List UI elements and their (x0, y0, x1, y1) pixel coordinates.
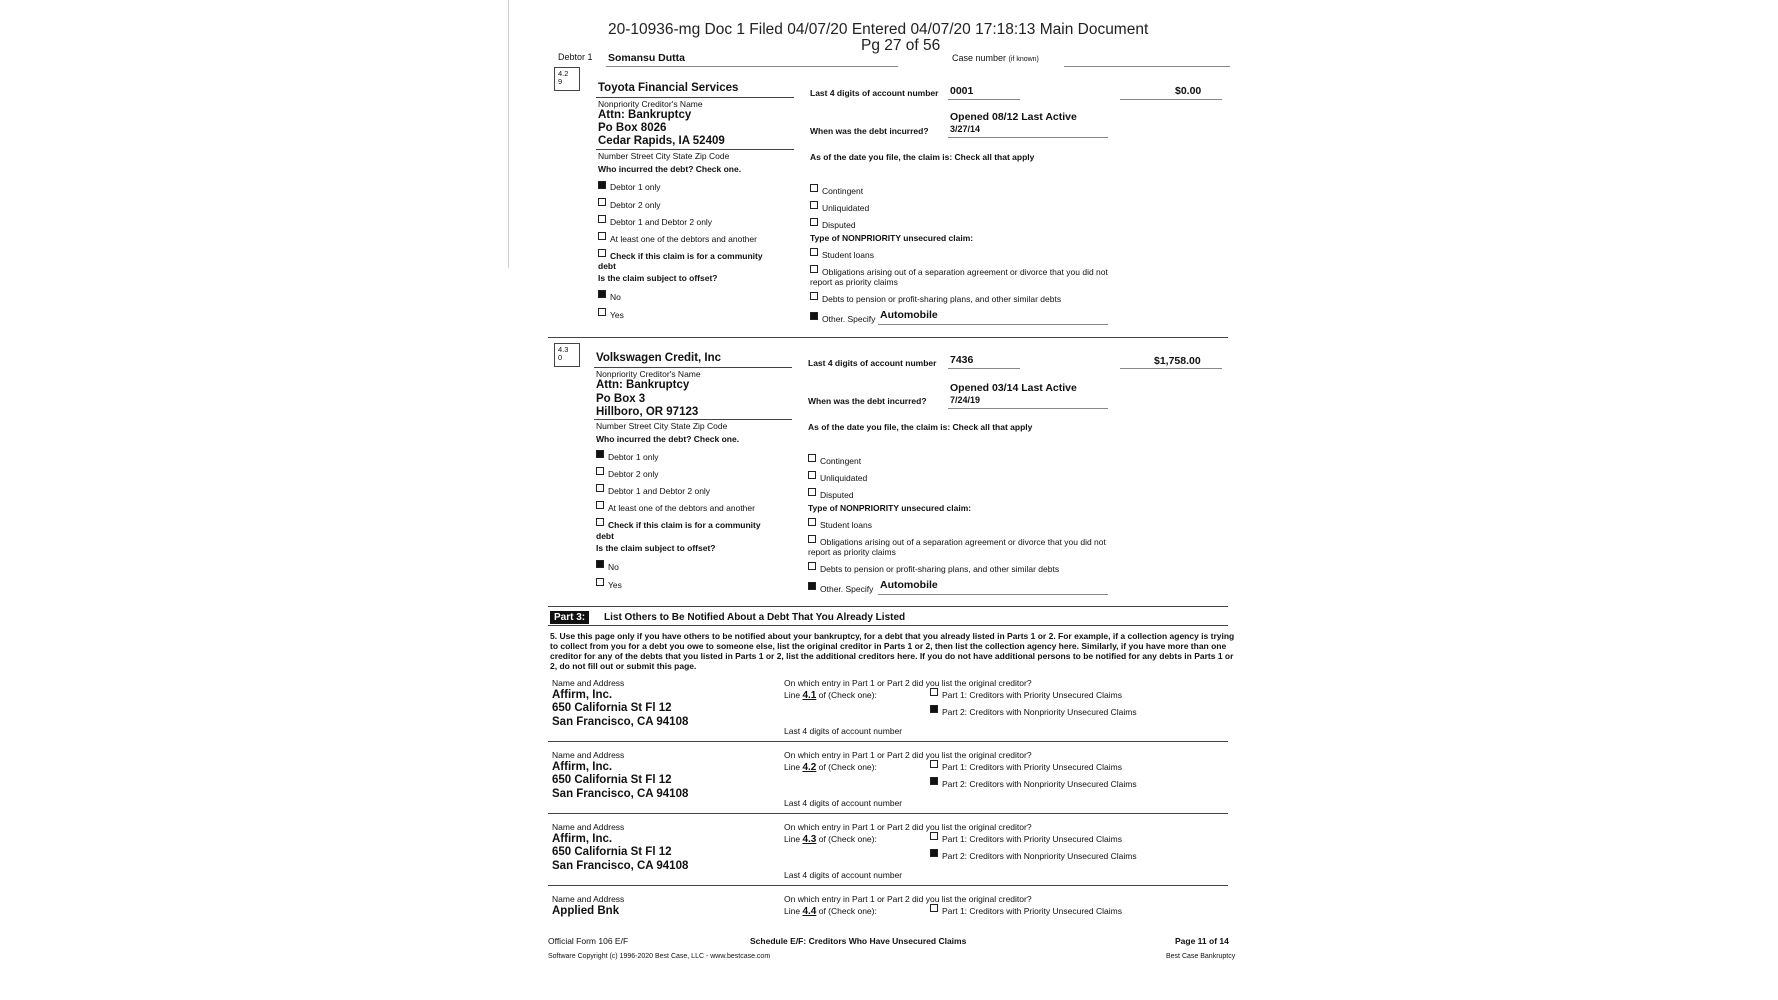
community-debt-label-2: debt (598, 261, 616, 271)
creditor-name: Volkswagen Credit, Inc (596, 352, 722, 364)
debtor1-only-checkbox[interactable] (596, 450, 604, 458)
footer-schedule-title: Schedule E/F: Creditors Who Have Unsecured Claims (750, 936, 967, 946)
creditor-name-caption: Nonpriority Creditor's Name (596, 369, 701, 379)
other-specify-checkbox[interactable] (810, 312, 818, 320)
notify-divider (548, 741, 1228, 742)
debtor1-and-2-checkbox[interactable] (598, 215, 606, 223)
claim-amount: $1,758.00 (1154, 355, 1201, 367)
other-specify-label: Other. Specify (820, 584, 874, 594)
community-debt-label: Check if this claim is for a community (610, 251, 763, 261)
creditor-name-underline (596, 97, 794, 98)
notify-address-1: 650 California St Fl 12 (552, 774, 672, 786)
community-debt-label-2: debt (596, 531, 614, 541)
part3-label: Part 3: (550, 611, 589, 624)
debt-date: 3/27/14 (950, 124, 981, 134)
as-of-date-label: As of the date you file, the claim is: Check all that apply (808, 422, 1033, 432)
other-specify-value: Automobile (880, 309, 938, 321)
debtor1-and-2-checkbox[interactable] (596, 484, 604, 492)
unliquidated-checkbox[interactable] (810, 201, 818, 209)
original-creditor-question: On which entry in Part 1 or Part 2 did you list the original creditor? (784, 894, 1032, 904)
address-underline (594, 419, 792, 420)
name-address-label: Name and Address (552, 822, 625, 832)
at-least-one-checkbox[interactable] (596, 501, 604, 509)
pension-label: Debts to pension or profit-sharing plans, and other similar debts (820, 564, 1060, 574)
community-debt-checkbox[interactable] (598, 249, 606, 257)
type-nonpriority-label: Type of NONPRIORITY unsecured claim: (810, 233, 974, 243)
at-least-one-label: At least one of the debtors and another (608, 503, 755, 513)
court-header-line: 20-10936-mg Doc 1 Filed 04/07/20 Entered 04/07/20 17:18:13 Main Document (608, 21, 1149, 38)
contingent-checkbox[interactable] (808, 454, 816, 462)
notify-address-1: 650 California St Fl 12 (552, 702, 672, 714)
footer-page-number: Page 11 of 14 (1175, 936, 1229, 946)
address-line-1: Attn: Bankruptcy (598, 109, 692, 121)
last4-underline (948, 99, 1020, 100)
student-loans-label: Student loans (822, 250, 874, 260)
other-specify-underline (878, 594, 1108, 595)
notify-name: Applied Bnk (552, 905, 620, 917)
creditor-name: Toyota Financial Services (598, 82, 739, 94)
last4-underline (948, 368, 1020, 369)
line-reference: Line 4.3 of (Check one): (784, 834, 877, 845)
debtor2-only-label: Debtor 2 only (610, 200, 661, 210)
pension-checkbox[interactable] (808, 562, 816, 570)
obligations-checkbox[interactable] (808, 535, 816, 543)
part1-checkbox[interactable] (930, 904, 938, 912)
part3-title: List Others to Be Notified About a Debt That You Already Listed (604, 612, 906, 623)
entry-number-box: 4.2 9 (554, 67, 580, 91)
debtor-label: Debtor 1 (558, 52, 593, 62)
debtor1-only-checkbox[interactable] (598, 181, 606, 189)
last4-label: Last 4 digits of account number (784, 726, 903, 736)
part1-checkbox[interactable] (930, 688, 938, 696)
offset-yes-checkbox[interactable] (598, 308, 606, 316)
debtor-name: Somansu Dutta (608, 52, 686, 64)
notify-name: Affirm, Inc. (552, 761, 613, 773)
notify-divider (548, 885, 1228, 886)
date-underline (948, 408, 1108, 409)
address-underline (596, 149, 794, 150)
as-of-date-label: As of the date you file, the claim is: Check all that apply (810, 152, 1035, 162)
address-line-2: Po Box 3 (596, 393, 646, 405)
obligations-label: Obligations arising out of a separation agreement or divorce that you did not (820, 537, 1106, 547)
notify-address-1: 650 California St Fl 12 (552, 846, 672, 858)
line-reference: Line 4.2 of (Check one): (784, 762, 877, 773)
entry-number-box: 4.3 0 (554, 343, 580, 367)
disputed-label: Disputed (820, 490, 854, 500)
disputed-checkbox[interactable] (808, 488, 816, 496)
part2-label: Part 2: Creditors with Nonpriority Unsecured Claims (942, 851, 1137, 861)
other-specify-value: Automobile (880, 579, 938, 591)
offset-no-checkbox[interactable] (598, 290, 606, 298)
obligations-label-2: report as priority claims (810, 277, 898, 287)
debtor2-only-checkbox[interactable] (596, 467, 604, 475)
case-number-underline (1064, 66, 1230, 67)
last4-label: Last 4 digits of account number (808, 358, 937, 368)
offset-no-checkbox[interactable] (596, 560, 604, 568)
amount-underline (1120, 368, 1222, 369)
last4-label: Last 4 digits of account number (810, 88, 939, 98)
original-creditor-question: On which entry in Part 1 or Part 2 did you list the original creditor? (784, 822, 1032, 832)
notify-address-2: San Francisco, CA 94108 (552, 860, 689, 872)
student-loans-label: Student loans (820, 520, 872, 530)
at-least-one-checkbox[interactable] (598, 232, 606, 240)
debt-date: 7/24/19 (950, 395, 981, 405)
contingent-label: Contingent (822, 186, 864, 196)
entry-divider (548, 606, 1228, 607)
page-count-line: Pg 27 of 56 (861, 37, 941, 54)
address-line-3: Hillboro, OR 97123 (596, 406, 699, 418)
part2-label: Part 2: Creditors with Nonpriority Unsecured Claims (942, 779, 1137, 789)
pension-checkbox[interactable] (810, 292, 818, 300)
creditor-name-underline (594, 367, 792, 368)
part1-checkbox[interactable] (930, 760, 938, 768)
name-address-label: Name and Address (552, 678, 625, 688)
obligations-label: Obligations arising out of a separation agreement or divorce that you did not (822, 267, 1108, 277)
offset-no-label: No (608, 562, 619, 572)
part3-divider (548, 625, 1228, 626)
debtor1-only-label: Debtor 1 only (610, 182, 661, 192)
debtor-underline (606, 66, 898, 67)
footer-brand: Best Case Bankruptcy (1166, 953, 1236, 960)
part1-label: Part 1: Creditors with Priority Unsecured Claims (942, 690, 1122, 700)
when-incurred-label: When was the debt incurred? (808, 396, 927, 406)
address-caption: Number Street City State Zip Code (598, 151, 730, 161)
opened-last-active: Opened 03/14 Last Active (950, 382, 1077, 394)
other-specify-label: Other. Specify (822, 314, 876, 324)
offset-question: Is the claim subject to offset? (596, 543, 716, 553)
contingent-checkbox[interactable] (810, 184, 818, 192)
last4-label: Last 4 digits of account number (784, 798, 903, 808)
original-creditor-question: On which entry in Part 1 or Part 2 did you list the original creditor? (784, 678, 1032, 688)
notify-name: Affirm, Inc. (552, 833, 613, 845)
unliquidated-checkbox[interactable] (808, 471, 816, 479)
unliquidated-label: Unliquidated (820, 473, 868, 483)
address-line-3: Cedar Rapids, IA 52409 (598, 135, 725, 147)
part2-checkbox[interactable] (930, 777, 938, 785)
name-address-label: Name and Address (552, 750, 625, 760)
who-incurred-label: Who incurred the debt? Check one. (598, 164, 742, 174)
community-debt-checkbox[interactable] (596, 518, 604, 526)
who-incurred-label: Who incurred the debt? Check one. (596, 434, 740, 444)
other-specify-underline (878, 324, 1108, 325)
debtor1-only-label: Debtor 1 only (608, 452, 659, 462)
student-loans-checkbox[interactable] (808, 518, 816, 526)
type-nonpriority-label: Type of NONPRIORITY unsecured claim: (808, 503, 972, 513)
amount-underline (1120, 99, 1222, 100)
debtor1-and-2-label: Debtor 1 and Debtor 2 only (610, 217, 713, 227)
pension-label: Debts to pension or profit-sharing plans, and other similar debts (822, 294, 1062, 304)
debtor1-and-2-label: Debtor 1 and Debtor 2 only (608, 486, 711, 496)
disputed-label: Disputed (822, 220, 856, 230)
date-underline (948, 137, 1108, 138)
notify-divider (548, 813, 1228, 814)
last4-label: Last 4 digits of account number (784, 870, 903, 880)
claim-amount: $0.00 (1175, 85, 1202, 97)
line-reference: Line 4.1 of (Check one): (784, 690, 877, 701)
disputed-checkbox[interactable] (810, 218, 818, 226)
part3-instructions: 5. Use this page only if you have others to be notified about your bankruptcy, for a debt that you already listed in Parts 1 or 2. For example, if a collection agency is trying to collect from you for a debt you owe to someone else, list the original creditor in Parts 1 or 2, then list the collection agency here. Similarly, if you have more than one creditor for any of the debts that you listed in Parts 1 or 2, list the additional creditors here. If you do not have additional persons to be notified for any debts in Parts 1 or 2, do not fill out or submit this page. (550, 631, 1235, 671)
address-caption: Number Street City State Zip Code (596, 421, 728, 431)
footer-copyright: Software Copyright (c) 1996-2020 Best Case, LLC - www.bestcase.com (548, 953, 771, 960)
community-debt-label: Check if this claim is for a community (608, 520, 761, 530)
creditor-name-caption: Nonpriority Creditor's Name (598, 99, 703, 109)
footer-form-number: Official Form 106 E/F (548, 936, 629, 946)
offset-no-label: No (610, 292, 621, 302)
offset-yes-label: Yes (610, 310, 624, 320)
line-reference: Line 4.4 of (Check one): (784, 906, 877, 917)
obligations-checkbox[interactable] (810, 265, 818, 273)
notify-address-2: San Francisco, CA 94108 (552, 788, 689, 800)
notify-name: Affirm, Inc. (552, 689, 613, 701)
debtor2-only-label: Debtor 2 only (608, 469, 659, 479)
address-line-1: Attn: Bankruptcy (596, 379, 690, 391)
last4-value: 0001 (950, 85, 974, 97)
address-line-2: Po Box 8026 (598, 122, 667, 134)
student-loans-checkbox[interactable] (810, 248, 818, 256)
when-incurred-label: When was the debt incurred? (810, 126, 929, 136)
part1-checkbox[interactable] (930, 832, 938, 840)
offset-yes-label: Yes (608, 580, 622, 590)
offset-yes-checkbox[interactable] (596, 578, 604, 586)
entry-divider (548, 337, 1228, 338)
part1-label: Part 1: Creditors with Priority Unsecured Claims (942, 762, 1122, 772)
case-number-label: Case number (if known) (952, 53, 1039, 63)
last4-value: 7436 (950, 354, 974, 366)
part2-label: Part 2: Creditors with Nonpriority Unsecured Claims (942, 707, 1137, 717)
part1-label: Part 1: Creditors with Priority Unsecured Claims (942, 834, 1122, 844)
contingent-label: Contingent (820, 456, 862, 466)
original-creditor-question: On which entry in Part 1 or Part 2 did you list the original creditor? (784, 750, 1032, 760)
other-specify-checkbox[interactable] (808, 582, 816, 590)
part1-label: Part 1: Creditors with Priority Unsecured Claims (942, 906, 1122, 916)
notify-address-2: San Francisco, CA 94108 (552, 716, 689, 728)
at-least-one-label: At least one of the debtors and another (610, 234, 757, 244)
name-address-label: Name and Address (552, 894, 625, 904)
debtor2-only-checkbox[interactable] (598, 198, 606, 206)
document-page (508, 0, 1268, 1000)
part2-checkbox[interactable] (930, 849, 938, 857)
offset-question: Is the claim subject to offset? (598, 273, 718, 283)
obligations-label-2: report as priority claims (808, 547, 896, 557)
part2-checkbox[interactable] (930, 705, 938, 713)
unliquidated-label: Unliquidated (822, 203, 870, 213)
opened-last-active: Opened 08/12 Last Active (950, 111, 1077, 123)
